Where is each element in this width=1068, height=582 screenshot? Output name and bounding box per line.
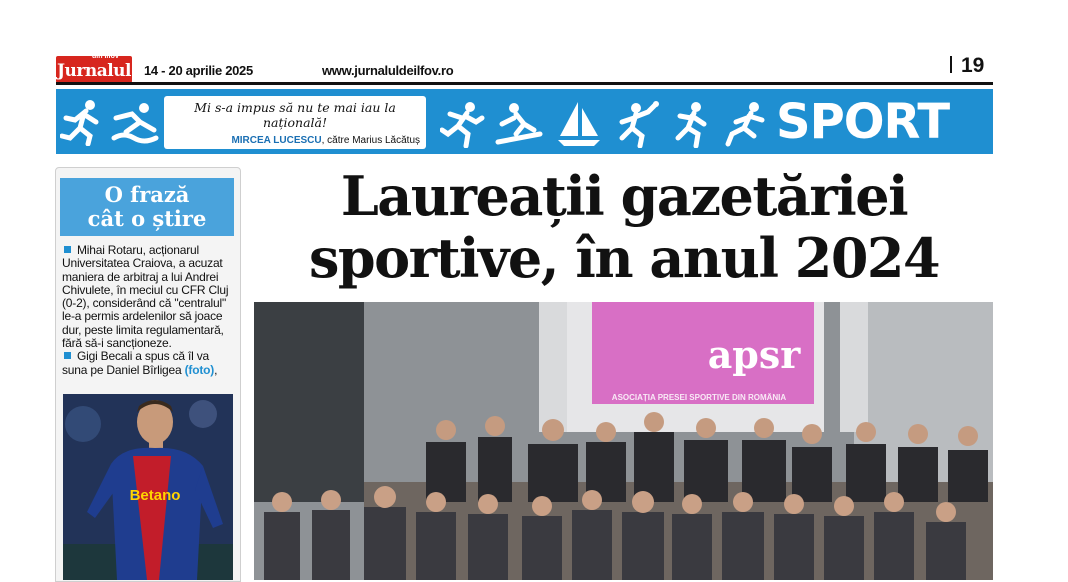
page-number-divider [950,56,952,73]
runner-icon [668,100,714,148]
screen-logo: apsr [707,332,801,377]
award-ceremony-photo [254,302,993,580]
issue-date: 14 - 20 aprilie 2025 [144,63,253,78]
quote-recipient: , către Marius Lăcătuș [321,135,420,146]
website-url[interactable]: www.jurnaluldeilfov.ro [322,63,454,78]
header-rule [56,82,993,85]
sidebar-header [60,178,234,236]
news-item-suffix: , [214,362,218,377]
article-headline [254,165,994,289]
sailing-icon [554,98,604,148]
bullet-icon [64,246,71,253]
quote-author: MIRCEA LUCESCU [231,135,322,146]
quote-attribution [231,135,420,146]
player-photo [63,394,233,580]
skier-icon [494,100,544,148]
sprinter-icon [440,100,486,148]
newspaper-logo [56,53,132,83]
news-item [62,244,234,350]
sidebar-title-line2: cât o știre [87,206,207,231]
sidebar-title-line1: O frază [104,182,190,207]
quote-box [164,96,426,149]
news-item-text: Gigi Becali a spus că îl va suna pe Daniel Bîrligea [62,349,209,377]
logo-text: Jurnalul [56,61,131,81]
sidebar-news [62,244,234,377]
jersey-sponsor: Betano [129,487,181,504]
page-number: 19 [961,54,985,77]
screen-arc-text: ASOCIAȚIA PRESEI SPORTIVE DIN ROMÂNIA [611,393,787,402]
section-title: SPORT [776,94,950,150]
quote-text: Mi s-a impus să nu te mai iau la națională! [194,100,396,130]
news-item-text: Mihai Rotaru, acționarul Universitatea Craiova, a acuzat maniera de arbitraj a lui Andrei Chivulete, în meciul cu CFR Cluj (0-2), considerând că "centralul" le-a permis ardelenilor să joace dur, peste limita regulamentară, fără să-i sancționeze. [62,243,229,351]
runner-icon [724,100,770,148]
swimmer-icon [110,100,160,146]
player-illustration [63,394,233,580]
logo-subtitle: din Ilfov [92,53,119,60]
photo-reference: (foto) [184,362,215,377]
headline-line1: Laureații gazetăriei [340,164,908,228]
runner-icon [60,98,104,146]
tennis-icon [612,100,662,148]
headline-line2: sportive, în anul 2024 [308,226,940,290]
bullet-icon [64,352,71,359]
group-photo-illustration [254,302,993,580]
news-item [62,350,234,377]
